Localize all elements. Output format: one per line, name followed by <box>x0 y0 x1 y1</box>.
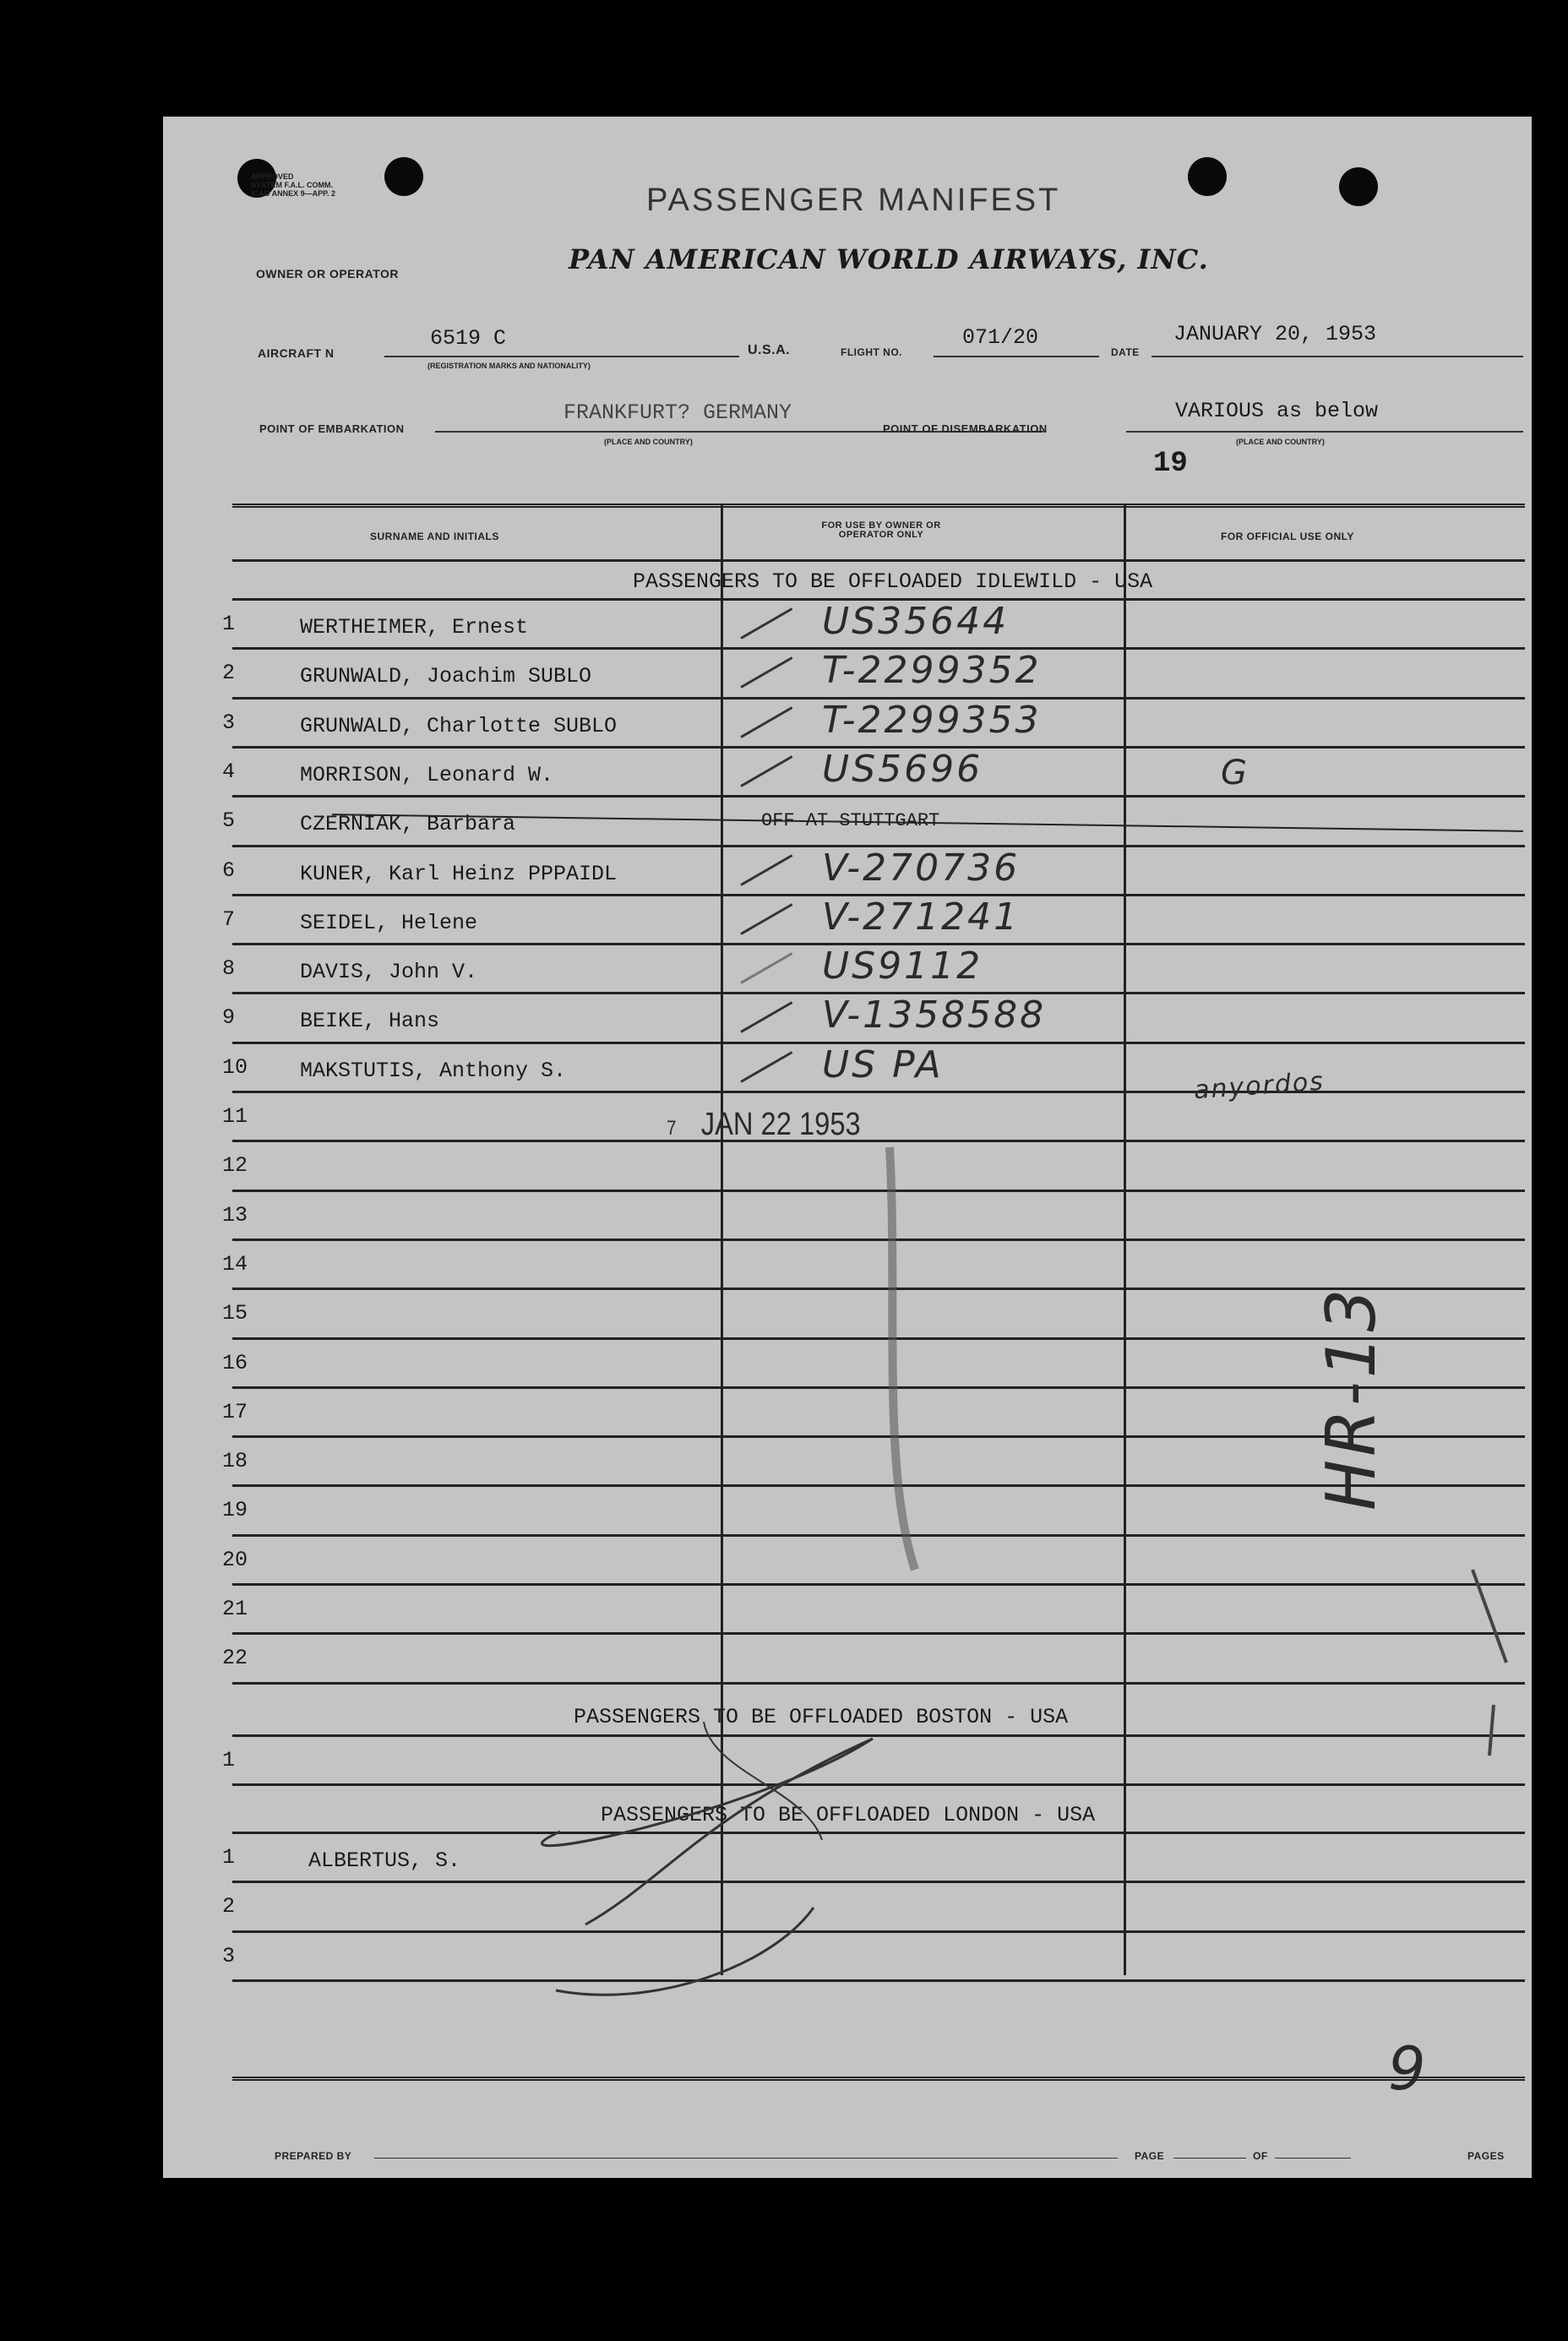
row-number: 8 <box>222 956 236 982</box>
passport-number: US35644 <box>822 600 1010 643</box>
passenger-name: SEIDEL, Helene <box>300 910 478 935</box>
page-number: 19 <box>1153 448 1188 480</box>
row-number: 1 <box>222 1748 236 1772</box>
passport-number: V-1358588 <box>822 994 1047 1037</box>
row-number: 10 <box>222 1054 248 1080</box>
place-caption-2: (PLACE AND COUNTRY) <box>1236 438 1325 446</box>
official-note-row4: G <box>1221 754 1249 792</box>
row-number: 3 <box>222 1943 236 1968</box>
row-number: 20 <box>222 1547 248 1572</box>
passenger-name: GRUNWALD, Joachim SUBLO <box>300 664 592 689</box>
flight-value: 071/20 <box>962 325 1039 350</box>
row-number: 17 <box>222 1399 248 1424</box>
of-label: OF <box>1253 2150 1268 2162</box>
row-number: 22 <box>222 1646 248 1671</box>
stamp-date: JAN 22 1953 <box>700 1107 861 1142</box>
passenger-name: DAVIS, John V. <box>300 960 478 985</box>
disembark-label: POINT OF DISEMBARKATION <box>883 422 1048 435</box>
owner-name: PAN AMERICAN WORLD AIRWAYS, INC. <box>569 243 1209 275</box>
passenger-name: WERTHEIMER, Ernest <box>300 615 529 640</box>
row-number: 5 <box>222 808 236 834</box>
row-number: 16 <box>222 1350 248 1375</box>
flight-label: FLIGHT NO. <box>841 346 902 358</box>
surname-header: SURNAME AND INITIALS <box>370 531 499 542</box>
approval-line: SYSTEM F.A.L. COMM. <box>251 181 334 189</box>
usa-label: U.S.A. <box>748 343 791 357</box>
aircraft-value: 6519 C <box>430 326 507 351</box>
row-number: 3 <box>222 710 236 735</box>
passport-number: OFF AT STUTTGART <box>761 810 940 832</box>
section-title-london: PASSENGERS TO BE OFFLOADED LONDON - USA <box>601 1803 1096 1827</box>
passport-number: US5696 <box>822 747 983 791</box>
date-label: DATE <box>1111 346 1140 358</box>
row-number: 15 <box>222 1301 248 1326</box>
row-number: 2 <box>222 1894 236 1919</box>
aircraft-label: AIRCRAFT N <box>258 346 335 360</box>
row-number: 12 <box>222 1153 248 1179</box>
passport-number: V-271241 <box>822 895 1021 939</box>
place-caption: (PLACE AND COUNTRY) <box>604 438 693 446</box>
row-number: 1 <box>222 1845 236 1870</box>
passport-number: US PA <box>822 1043 944 1086</box>
disembark-value: VARIOUS as below <box>1175 399 1379 423</box>
section-title-boston: PASSENGERS TO BE OFFLOADED BOSTON - USA <box>574 1705 1069 1729</box>
page-title: PASSENGER MANIFEST <box>646 182 1061 218</box>
passport-number: T-2299352 <box>822 649 1042 693</box>
row-number: 11 <box>222 1104 248 1129</box>
passport-number: US9112 <box>822 945 983 988</box>
stamp-prefix: 7 <box>667 1117 677 1140</box>
pen-scribble <box>163 117 1532 2178</box>
row-number: 4 <box>222 759 236 784</box>
official-side-note: HR-13 <box>1312 1285 1391 1511</box>
registration-caption: (REGISTRATION MARKS AND NATIONALITY) <box>427 362 591 370</box>
row-number: 6 <box>222 857 236 883</box>
manifest-sheet <box>163 117 1532 2178</box>
owner-label: OWNER OR OPERATOR <box>256 267 399 280</box>
row-number: 13 <box>222 1202 248 1228</box>
passenger-name: MAKSTUTIS, Anthony S. <box>300 1058 567 1083</box>
passenger-name: ALBERTUS, S. <box>308 1848 461 1873</box>
official-use-header: FOR OFFICIAL USE ONLY <box>1221 531 1354 542</box>
passport-number: V-270736 <box>822 846 1021 890</box>
approval-line: ICAO ANNEX 9—APP. 2 <box>251 189 336 198</box>
passenger-name: KUNER, Karl Heinz PPPAIDL <box>300 861 618 886</box>
embark-label: POINT OF EMBARKATION <box>259 422 405 435</box>
passenger-name: CZERNIAK, Barbara <box>300 812 516 837</box>
row-number: 18 <box>222 1449 248 1474</box>
row-number: 19 <box>222 1498 248 1523</box>
date-value: JANUARY 20, 1953 <box>1173 322 1377 346</box>
page-label: PAGE <box>1135 2150 1165 2162</box>
prepared-by-label: PREPARED BY <box>275 2150 352 2162</box>
official-corner-note: 9 <box>1388 2034 1428 2104</box>
row-number: 21 <box>222 1597 248 1621</box>
row-number: 2 <box>222 661 236 686</box>
passport-number: T-2299353 <box>822 698 1042 742</box>
passenger-name: BEIKE, Hans <box>300 1009 440 1034</box>
row-number: 9 <box>222 1005 236 1031</box>
official-note-row10: anyordos <box>1192 1066 1326 1106</box>
owner-use-header: FOR USE BY OWNER OR OPERATOR ONLY <box>821 520 941 540</box>
passenger-name: MORRISON, Leonard W. <box>300 762 554 787</box>
row-number: 1 <box>222 612 236 636</box>
embark-value: FRANKFURT? GERMANY <box>564 400 792 425</box>
passenger-name: GRUNWALD, Charlotte SUBLO <box>300 713 618 738</box>
section-title-idlewild: PASSENGERS TO BE OFFLOADED IDLEWILD - USA <box>633 569 1153 594</box>
approval-line: APPROVED <box>251 172 294 181</box>
pages-label: PAGES <box>1467 2150 1505 2162</box>
row-number: 14 <box>222 1251 248 1277</box>
row-number: 7 <box>222 906 236 932</box>
